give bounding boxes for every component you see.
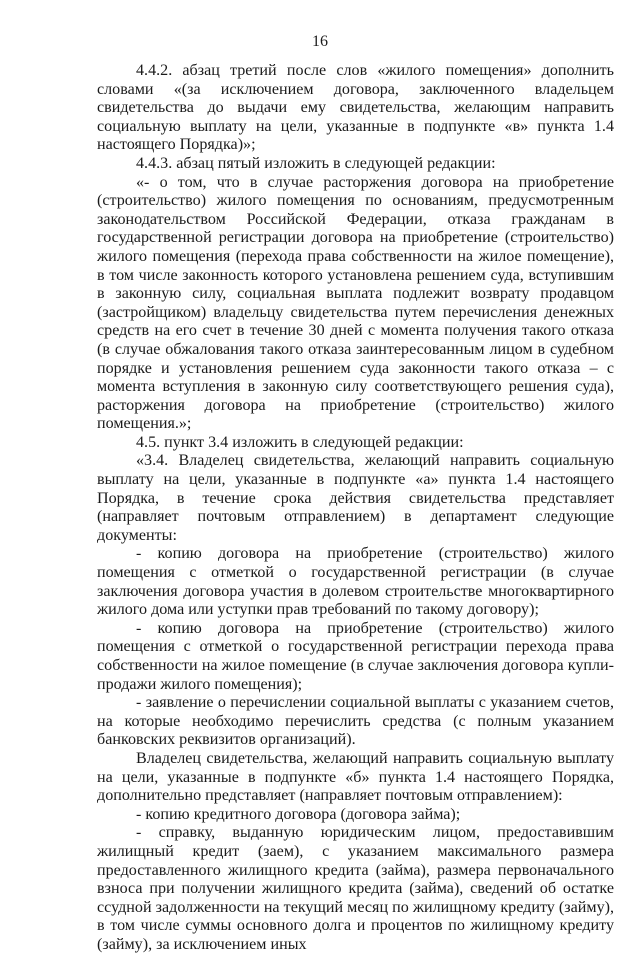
- paragraph-4-4-3: 4.4.3. абзац пятый изложить в следующей редакции:: [136, 154, 496, 172]
- paragraph-subpoint-b: Владелец свидетельства, желающий направить социальную выплату на цели, указанные в подпункте «б» пункта 1.4 настоящего Порядка, дополнительно представляет (направляет почтовым отправлением):: [97, 749, 614, 805]
- paragraph-3-4: «3.4. Владелец свидетельства, желающий направить социальную выплату на цели, указанные в подпункте «а» пункта 1.4 настоящего Порядка, в течение срока действия свидетельства представляет (направляет почтовым отправлением) в департамент следующие документы:: [97, 452, 614, 544]
- paragraph-4-5: 4.5. пункт 3.4 изложить в следующей редакции:: [136, 433, 464, 451]
- list-item-purchase-contract: - копию договора на приобретение (строительство) жилого помещения с отметкой о государственной регистрации перехода права собственности на жилое помещение (в случае заключения договора купли-продажи жилого помещения);: [97, 619, 614, 693]
- list-item-payment-application: - заявление о перечислении социальной выплаты с указанием счетов, на которые необходимо перечислить средства (с полным указанием банковских реквизитов организаций).: [97, 694, 614, 749]
- paragraph-4-4-2: 4.4.2. абзац третий после слов «жилого помещения» дополнить словами «(за исключением договора, заключенного владельцем свидетельства до выдачи ему свидетельства, желающим направить социальную выплату на цели, указанные в подпункте «в» пункта 1.4 настоящего Порядка)»;: [97, 62, 614, 154]
- paragraph-quoted-refund-clause: «- о том, что в случае расторжения договора на приобретение (строительство) жилого помещения по основаниям, предусмотренным законодательством Российской Федерации, отказа гражданам в государственной регистрации договора на приобретение (строительство) жилого помещения (перехода права собственности на жилое помещение), в том числе законность которого установлена решением суда, вступившим в законную силу, социальная выплата подлежит возврату продавцом (застройщиком) владельцу свидетельства путем перечисления денежных средств на его счет в течение 30 дней с момента получения такого отказа (в случае обжалования такого отказа заинтересованным лицом в судебном порядке и установления решением суда законности такого отказа – с момента вступления в законную силу соответствующего решения суда), расторжения договора на приобретение (строительство) жилого помещения.»;: [97, 173, 614, 433]
- page-number: 16: [312, 33, 328, 50]
- list-item-lender-certificate: - справку, выданную юридическим лицом, предоставившим жилищный кредит (заем), с указанием максимального размера предоставленного жилищного кредита (займа), размера первоначального взноса при получении жилищного кредита (займа), сведений об остатке ссудной задолженности на текущий месяц по жилищному кредиту (займу), в том числе суммы основного долга и процентов по жилищному кредиту (займу), за исключением иных: [97, 824, 614, 953]
- document-body: [97, 62, 614, 955]
- list-item-share-contract: - копию договора на приобретение (строительство) жилого помещения с отметкой о государственной регистрации (в случае заключения договора участия в долевом строительстве многоквартирного жилого дома или уступки прав требований по такому договору);: [97, 545, 614, 619]
- list-item-credit-contract: - копию кредитного договора (договора займа);: [136, 805, 461, 823]
